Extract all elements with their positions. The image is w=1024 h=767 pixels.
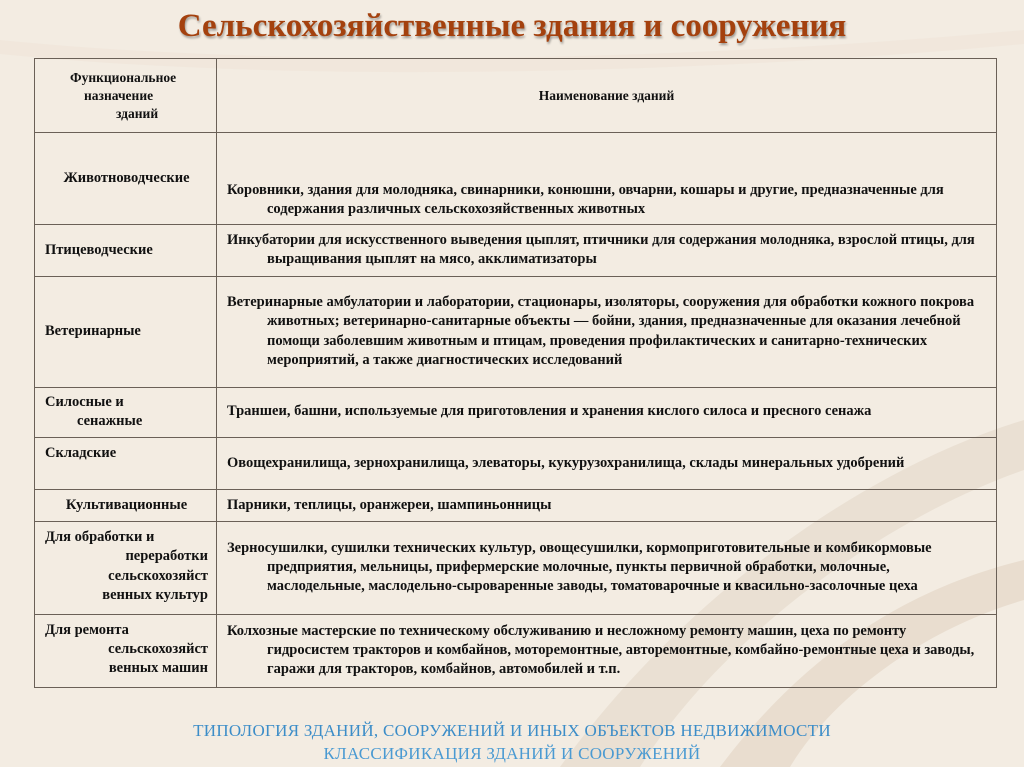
- category-line: венных культур: [102, 586, 208, 603]
- table-row: [35, 489, 997, 521]
- header-function-line: зданий: [116, 105, 159, 121]
- description-cell: [217, 277, 997, 388]
- category-line: Складские: [45, 444, 117, 461]
- category-cell: [35, 224, 217, 276]
- description-cell: [217, 133, 997, 224]
- description-text: Ветеринарные амбулатории и лаборатории, стационары, изоляторы, сооружения для обработки кожного покрова животных; ветеринарно-санитарные объекты — бойни, здания, предназначенные для оказания лечебной помощи заболевшим животным и птицам, проведения профилактических и санитарно-технических мероприятий, а также диагностических исследований: [227, 294, 975, 369]
- description-text: Овощехранилища, зернохранилища, элеваторы, кукурузохранилища, склады минеральных удобрений: [227, 454, 905, 471]
- category-cell: [35, 133, 217, 224]
- category-line: Птицеводческие: [45, 241, 153, 258]
- table-header-row: [35, 59, 997, 133]
- description-cell: [217, 489, 997, 521]
- table-row: [35, 437, 997, 489]
- category-cell: [35, 614, 217, 687]
- category-line: Животноводческие: [63, 170, 190, 187]
- category-line: переработки: [125, 548, 208, 565]
- category-line: сельскохозяйст: [108, 640, 208, 657]
- description-text: Коровники, здания для молодняка, свинарники, конюшни, овчарни, кошары и другие, предназначенные для содержания различных сельскохозяйственных животных: [227, 182, 944, 218]
- description-cell: [217, 224, 997, 276]
- category-line: Для обработки и: [45, 529, 155, 546]
- table-row: [35, 614, 997, 687]
- category-cell: [35, 437, 217, 489]
- category-cell: [35, 277, 217, 388]
- footer-section-title: КЛАССИФИКАЦИЯ ЗДАНИЙ И СООРУЖЕНИЙ: [323, 744, 701, 763]
- category-line: сенажные: [77, 413, 143, 430]
- header-name-cell: Наименование зданий: [217, 59, 997, 133]
- category-line: венных машин: [108, 660, 208, 677]
- category-line: Культивационные: [65, 496, 188, 513]
- table-row: [35, 522, 997, 614]
- category-line: сельскохозяйст: [108, 567, 208, 584]
- category-line: Для ремонта: [45, 621, 129, 638]
- description-text: Инкубатории для искусственного выведения цыплят, птичники для содержания молодняка, взрослой птицы, для выращивания цыплят на мясо, акклиматизаторы: [227, 232, 975, 268]
- table-row: [35, 224, 997, 276]
- classification-table: [34, 58, 997, 688]
- category-line: Ветеринарные: [45, 323, 141, 340]
- description-text: Траншеи, башни, используемые для приготовления и хранения кислого силоса и пресного сенажа: [227, 403, 872, 420]
- header-function-line: назначение: [84, 87, 154, 103]
- description-cell: [217, 614, 997, 687]
- description-cell: [217, 437, 997, 489]
- description-text: Зерносушилки, сушилки технических культур, овощесушилки, кормоприготовительные и комбикормовые предприятия, мельницы, прифермерские молочные, пункты первичной обработки, молочные, маслодельные, маслодельно-сыроваренные заводы, томатоварочные и квасильно-засолочные цеха: [227, 539, 932, 595]
- header-function-line: Функциональное: [70, 69, 177, 85]
- table-row: [35, 387, 997, 437]
- category-cell: [35, 522, 217, 614]
- slide-title: Сельскохозяйственные здания и сооружения: [177, 8, 847, 44]
- table-row: [35, 133, 997, 224]
- description-text: Парники, теплицы, оранжереи, шампиньонницы: [227, 496, 552, 513]
- description-text: Колхозные мастерские по техническому обслуживанию и несложному ремонту машин, цеха по ремонту гидросистем тракторов и комбайнов, моторемонтные, авторемонтные, комбайно-ремонтные цеха и заводы, гаражи для тракторов, комбайнов, автомобилей и т.п.: [227, 622, 975, 678]
- description-cell: [217, 522, 997, 614]
- header-function-cell: [35, 59, 217, 133]
- category-cell: [35, 387, 217, 437]
- category-line: Силосные и: [45, 393, 124, 410]
- category-cell: [35, 489, 217, 521]
- table-row: [35, 277, 997, 388]
- footer-course-title: ТИПОЛОГИЯ ЗДАНИЙ, СООРУЖЕНИЙ И ИНЫХ ОБЪЕКТОВ НЕДВИЖИМОСТИ: [193, 721, 831, 740]
- description-cell: [217, 387, 997, 437]
